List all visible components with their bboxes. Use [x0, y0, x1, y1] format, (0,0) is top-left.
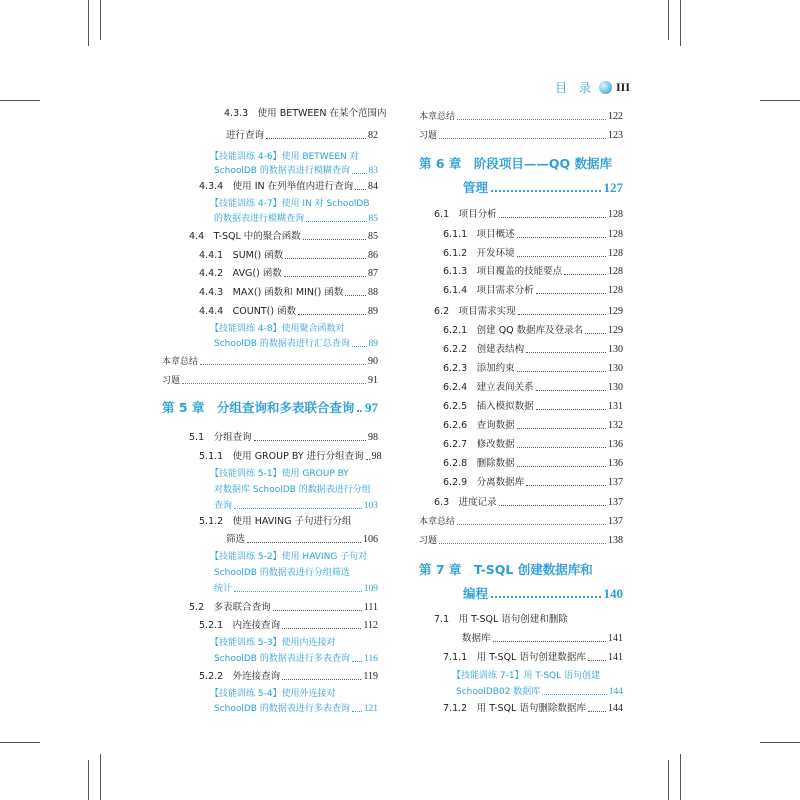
toc-entry: 4.4.3 MAX() 函数和 MIN() 函数 88 [199, 287, 378, 298]
header-page-number: III [615, 79, 630, 94]
skill-entry: SchoolDB02 数据库 144 [456, 687, 623, 697]
toc-entry: 6.2.2 创建表结构 130 [443, 344, 623, 355]
skill-entry: 【技能训练 5-3】使用内连接对 [210, 638, 336, 648]
skill-entry: SchoolDB 的数据表进行分组筛选 [214, 568, 350, 578]
crop-mark [100, 0, 101, 40]
toc-entry: 6.2.9 分离数据库 137 [443, 477, 623, 488]
toc-entry: 4.4.1 SUM() 函数 86 [199, 250, 378, 261]
toc-entry: 习题 138 [419, 535, 623, 546]
toc-entry: 筛选 106 [226, 534, 378, 545]
toc-entry: 6.2.8 删除数据 136 [443, 458, 623, 469]
crop-mark [668, 0, 669, 40]
toc-entry: 4.4.4 COUNT() 函数 89 [199, 306, 378, 317]
crop-mark [760, 742, 800, 743]
toc-entry: 5.2.2 外连接查询 119 [199, 671, 378, 682]
skill-entry: 【技能训练 7-1】用 T-SQL 语句创建 [452, 671, 601, 681]
skill-entry: 【技能训练 4-8】使用聚合函数对 [210, 324, 345, 334]
header-title: 目 录 [555, 80, 595, 95]
crop-mark [680, 0, 681, 46]
toc-entry: 6.2.1 创建 QQ 数据库及登录名 129 [443, 325, 623, 336]
toc-entry: 6.1 项目分析 128 [434, 209, 623, 220]
skill-entry: 查询 103 [214, 501, 378, 511]
crop-mark [0, 100, 40, 101]
skill-entry: 对数据库 SchoolDB 的数据表进行分组 [214, 485, 371, 495]
toc-entry: 6.2.5 插入模拟数据 131 [443, 401, 623, 412]
toc-entry: 4.4 T-SQL 中的聚合函数 85 [189, 231, 378, 242]
skill-entry: SchoolDB 的数据表进行多表查询 121 [214, 704, 378, 714]
toc-entry: 7.1.2 用 T-SQL 语句删除数据库 144 [443, 703, 623, 714]
toc-entry: 本章总结 90 [162, 356, 378, 367]
toc-entry: 6.2.4 建立表间关系 130 [443, 382, 623, 393]
chapter-heading: 管理 127 [463, 180, 623, 195]
toc-entry: 6.1.3 项目覆盖的技能要点 128 [443, 266, 623, 277]
skill-entry: SchoolDB 的数据表进行汇总查询 89 [214, 339, 378, 349]
skill-entry: SchoolDB 的数据表进行多表查询 116 [214, 654, 378, 664]
toc-entry: 本章总结 122 [419, 111, 623, 122]
crop-mark [680, 754, 681, 800]
toc-entry: 习题 123 [419, 130, 623, 141]
chapter-heading: 第 6 章 阶段项目——QQ 数据库 [419, 156, 613, 171]
toc-entry: 本章总结 137 [419, 516, 623, 527]
toc-entry: 6.2.6 查询数据 132 [443, 420, 623, 431]
toc-entry: 6.1.2 开发环境 128 [443, 248, 623, 259]
skill-entry: SchoolDB 的数据表进行模糊查询 83 [214, 166, 378, 176]
toc-entry: 5.2.1 内连接查询 112 [199, 620, 378, 631]
toc-entry: 5.2 多表联合查询 111 [189, 602, 378, 613]
crop-mark [0, 742, 40, 743]
toc-entry: 习题 91 [162, 375, 378, 386]
chapter-heading: 第 7 章 T-SQL 创建数据库和 [419, 562, 593, 577]
skill-entry: 的数据表进行模糊查询 85 [214, 214, 378, 224]
crop-mark [760, 100, 800, 101]
toc-entry: 6.2.7 修改数据 136 [443, 439, 623, 450]
skill-entry: 【技能训练 5-4】使用外连接对 [210, 689, 336, 699]
toc-entry: 6.1.4 项目需求分析 128 [443, 285, 623, 296]
skill-entry: 【技能训练 5-1】使用 GROUP BY [210, 469, 349, 479]
chapter-heading: 编程 140 [463, 586, 623, 601]
crop-mark [100, 754, 101, 800]
toc-entry: 5.1 分组查询 98 [189, 432, 378, 443]
toc-entry: 数据库 141 [462, 633, 623, 644]
crop-mark [88, 760, 89, 800]
toc-entry: 7.1 用 T-SQL 语句创建和删除 [434, 614, 568, 625]
crop-mark [88, 0, 89, 46]
skill-entry: 统计 109 [214, 584, 378, 594]
chapter-heading: 第 5 章 分组查询和多表联合查询 97 [162, 400, 378, 415]
toc-entry: 5.1.1 使用 GROUP BY 进行分组查询 98 [199, 451, 382, 462]
toc-entry: 6.3 进度记录 137 [434, 497, 623, 508]
skill-entry: 【技能训练 5-2】使用 HAVING 子句对 [210, 552, 368, 562]
page-header [555, 76, 630, 98]
toc-entry: 进行查询 82 [226, 130, 378, 141]
toc-entry: 6.2.3 添加约束 130 [443, 363, 623, 374]
crop-mark [668, 760, 669, 800]
toc-entry: 4.3.3 使用 BETWEEN 在某个范围内 [224, 108, 387, 119]
circle-ornament-icon [599, 81, 612, 94]
toc-entry: 6.1.1 项目概述 128 [443, 229, 623, 240]
toc-entry: 4.4.2 AVG() 函数 87 [199, 268, 378, 279]
toc-entry: 6.2 项目需求实现 129 [434, 306, 623, 317]
skill-entry: 【技能训练 4-6】使用 BETWEEN 对 [210, 152, 359, 162]
toc-entry: 4.3.4 使用 IN 在列举值内进行查询 84 [199, 181, 378, 192]
skill-entry: 【技能训练 4-7】使用 IN 对 SchoolDB [210, 199, 370, 209]
toc-entry: 5.1.2 使用 HAVING 子句进行分组 [199, 516, 352, 527]
toc-entry: 7.1.1 用 T-SQL 语句创建数据库 141 [443, 652, 623, 663]
